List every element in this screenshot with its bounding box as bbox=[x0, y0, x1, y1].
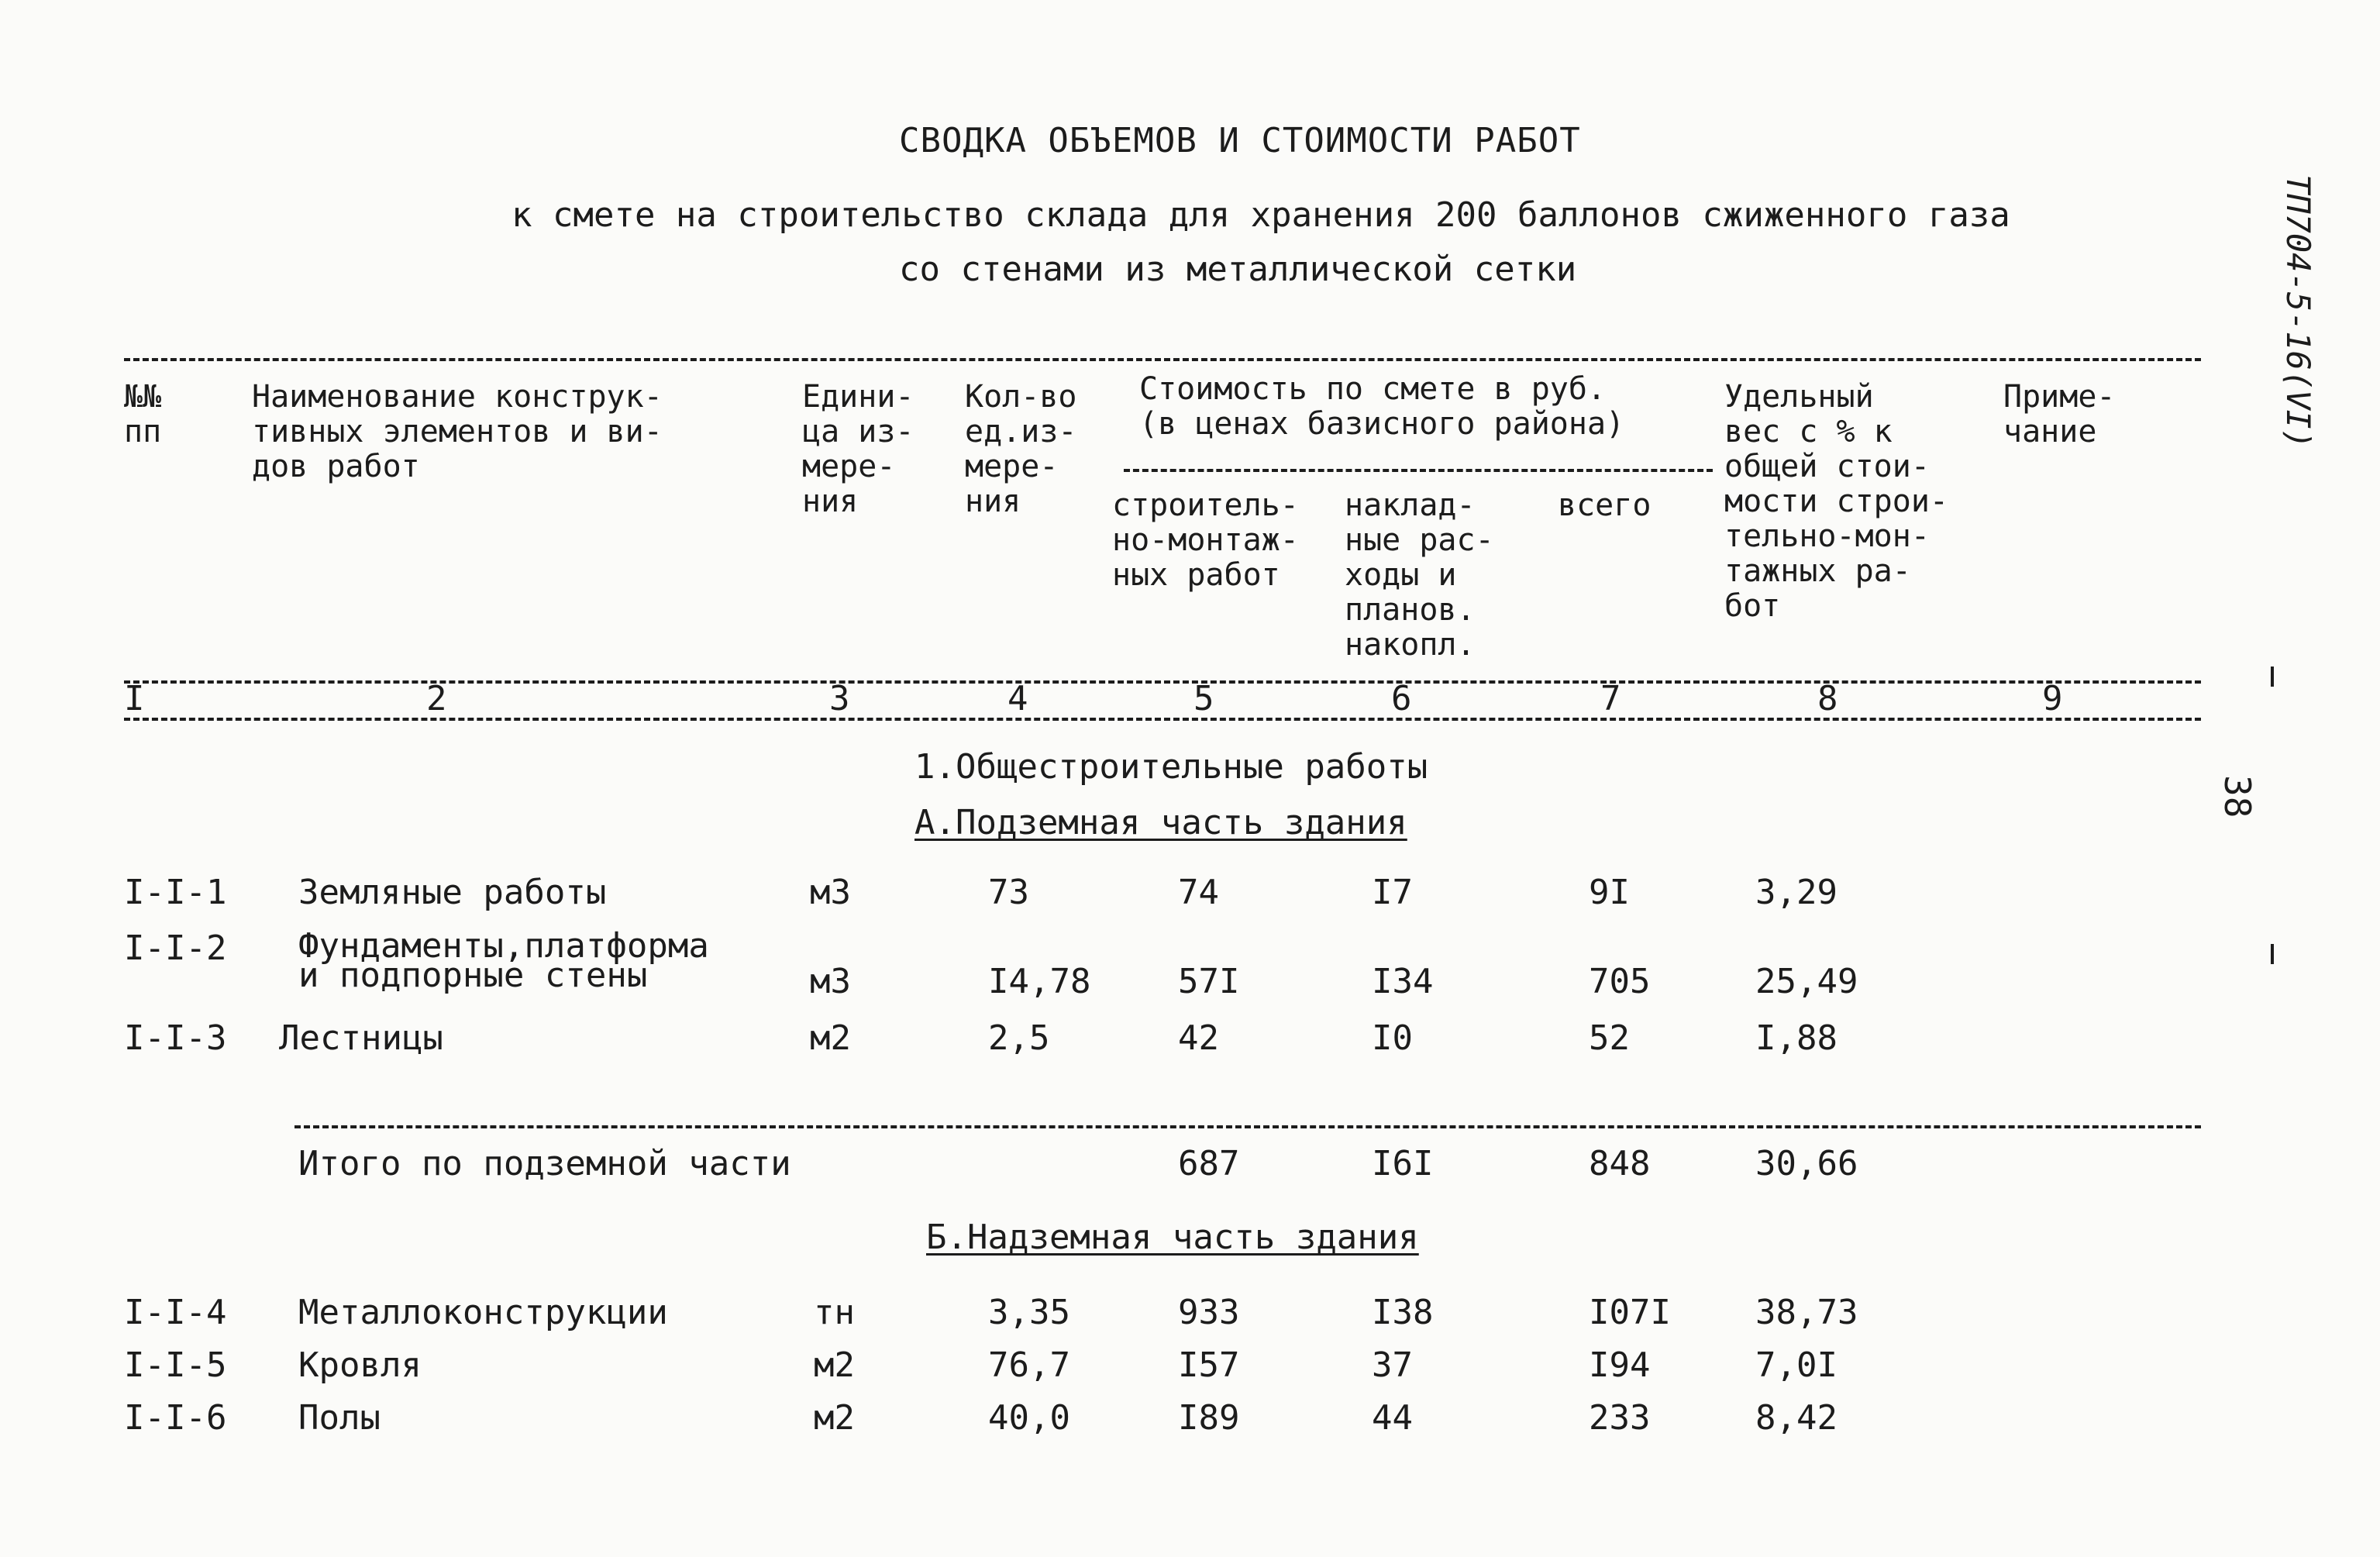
row-overhead: 44 bbox=[1372, 1398, 1413, 1438]
row-overhead: I7 bbox=[1372, 873, 1413, 912]
row-number: I-I-2 bbox=[124, 928, 227, 968]
header-unit: Едини- ца из- мере- ния bbox=[802, 379, 914, 519]
row-total: 9I bbox=[1589, 873, 1630, 912]
row-overhead: I0 bbox=[1372, 1018, 1413, 1058]
column-number-5: 5 bbox=[1193, 679, 1214, 718]
row-quantity: I4,78 bbox=[988, 962, 1091, 1001]
row-total: I94 bbox=[1589, 1345, 1651, 1385]
row-construction-cost: 57I bbox=[1178, 962, 1240, 1001]
row-number: I-I-6 bbox=[124, 1398, 227, 1438]
page-number: 38 bbox=[2216, 775, 2258, 818]
row-number: I-I-4 bbox=[124, 1293, 227, 1332]
row-construction-cost: I57 bbox=[1178, 1345, 1240, 1385]
row-quantity: 3,35 bbox=[988, 1293, 1070, 1332]
header-share: Удельный вес с % к общей стои- мости строи- тельно-мон- тажных ра- бот bbox=[1724, 379, 1948, 624]
row-construction-cost: I89 bbox=[1178, 1398, 1240, 1438]
header-cost-group: Стоимость по смете в руб. (в ценах базисного района) bbox=[1139, 371, 1625, 442]
row-name: Кровля bbox=[298, 1345, 422, 1385]
row-share: 3,29 bbox=[1755, 873, 1838, 912]
subtotal-label: Итого по подземной части bbox=[298, 1144, 791, 1183]
row-name: Фундаменты,платформа и подпорные стены bbox=[298, 926, 709, 995]
column-number-8: 8 bbox=[1817, 679, 1838, 718]
row-number: I-I-5 bbox=[124, 1345, 227, 1385]
row-quantity: 40,0 bbox=[988, 1398, 1070, 1438]
row-number: I-I-1 bbox=[124, 873, 227, 912]
row-name: Лестницы bbox=[279, 1018, 443, 1058]
header-number: №№ пп bbox=[124, 379, 162, 450]
column-number-6: 6 bbox=[1391, 679, 1412, 718]
row-construction-cost: 933 bbox=[1178, 1293, 1240, 1332]
column-number-1: I bbox=[124, 679, 145, 718]
section-heading-underground: А.Подземная часть здания bbox=[914, 803, 1407, 842]
column-numbers-bottom-rule bbox=[124, 718, 2201, 721]
margin-tick-top bbox=[2271, 667, 2274, 687]
row-name: Земляные работы bbox=[298, 873, 607, 912]
row-total: 52 bbox=[1589, 1018, 1630, 1058]
row-number: I-I-3 bbox=[124, 1018, 227, 1058]
row-quantity: 76,7 bbox=[988, 1345, 1070, 1385]
header-quantity: Кол-во ед.из- мере- ния bbox=[965, 379, 1077, 519]
section-heading-general: 1.Общестроительные работы bbox=[914, 747, 1428, 787]
document-title: СВОДКА ОБЪЕМОВ И СТОИМОСТИ РАБОТ bbox=[899, 121, 1581, 160]
row-total: 705 bbox=[1589, 962, 1651, 1001]
header-construction-cost: строитель- но-монтаж- ных работ bbox=[1112, 487, 1299, 593]
header-name: Наименование конструк- тивных элементов и ви- дов работ bbox=[252, 379, 663, 484]
row-overhead: 37 bbox=[1372, 1345, 1413, 1385]
margin-tick-bottom bbox=[2271, 944, 2274, 964]
row-quantity: 2,5 bbox=[988, 1018, 1050, 1058]
header-total: всего bbox=[1558, 487, 1652, 523]
section-heading-aboveground: Б.Надземная часть здания bbox=[926, 1218, 1419, 1257]
column-number-3: 3 bbox=[829, 679, 850, 718]
row-share: 25,49 bbox=[1755, 962, 1858, 1001]
row-total: I07I bbox=[1589, 1293, 1671, 1332]
row-name: Металлоконструкции bbox=[298, 1293, 668, 1332]
row-share: 38,73 bbox=[1755, 1293, 1858, 1332]
subtotal-share: 30,66 bbox=[1755, 1144, 1858, 1183]
document-code: ТП704-5-16(VI) bbox=[2279, 174, 2317, 450]
row-total: 233 bbox=[1589, 1398, 1651, 1438]
row-quantity: 73 bbox=[988, 873, 1029, 912]
column-number-2: 2 bbox=[426, 679, 447, 718]
subtotal-total: 848 bbox=[1589, 1144, 1651, 1183]
row-unit: м3 bbox=[810, 873, 851, 912]
row-share: 7,0I bbox=[1755, 1345, 1838, 1385]
row-unit: м2 bbox=[810, 1018, 851, 1058]
document-subtitle-line1: к смете на строительство склада для хранения 200 баллонов сжиженного газа bbox=[511, 195, 2010, 235]
row-overhead: I38 bbox=[1372, 1293, 1434, 1332]
subtotal-rule bbox=[294, 1125, 2201, 1128]
row-unit: м2 bbox=[814, 1345, 855, 1385]
document-subtitle-line2: со стенами из металлической сетки bbox=[899, 250, 1577, 289]
row-share: 8,42 bbox=[1755, 1398, 1838, 1438]
column-number-4: 4 bbox=[1007, 679, 1028, 718]
header-overhead: наклад- ные рас- ходы и планов. накопл. bbox=[1345, 487, 1494, 663]
row-construction-cost: 74 bbox=[1178, 873, 1219, 912]
table-top-rule bbox=[124, 358, 2201, 361]
header-cost-rule bbox=[1124, 469, 1713, 472]
subtotal-construction-cost: 687 bbox=[1178, 1144, 1240, 1183]
row-unit: м2 bbox=[814, 1398, 855, 1438]
row-name: Полы bbox=[298, 1398, 381, 1438]
row-construction-cost: 42 bbox=[1178, 1018, 1219, 1058]
subtotal-overhead: I6I bbox=[1372, 1144, 1434, 1183]
header-note: Приме- чание bbox=[2003, 379, 2116, 450]
row-unit: м3 bbox=[810, 962, 851, 1001]
row-share: I,88 bbox=[1755, 1018, 1838, 1058]
row-unit: тн bbox=[814, 1293, 855, 1332]
row-overhead: I34 bbox=[1372, 962, 1434, 1001]
column-number-9: 9 bbox=[2042, 679, 2063, 718]
column-number-7: 7 bbox=[1600, 679, 1621, 718]
